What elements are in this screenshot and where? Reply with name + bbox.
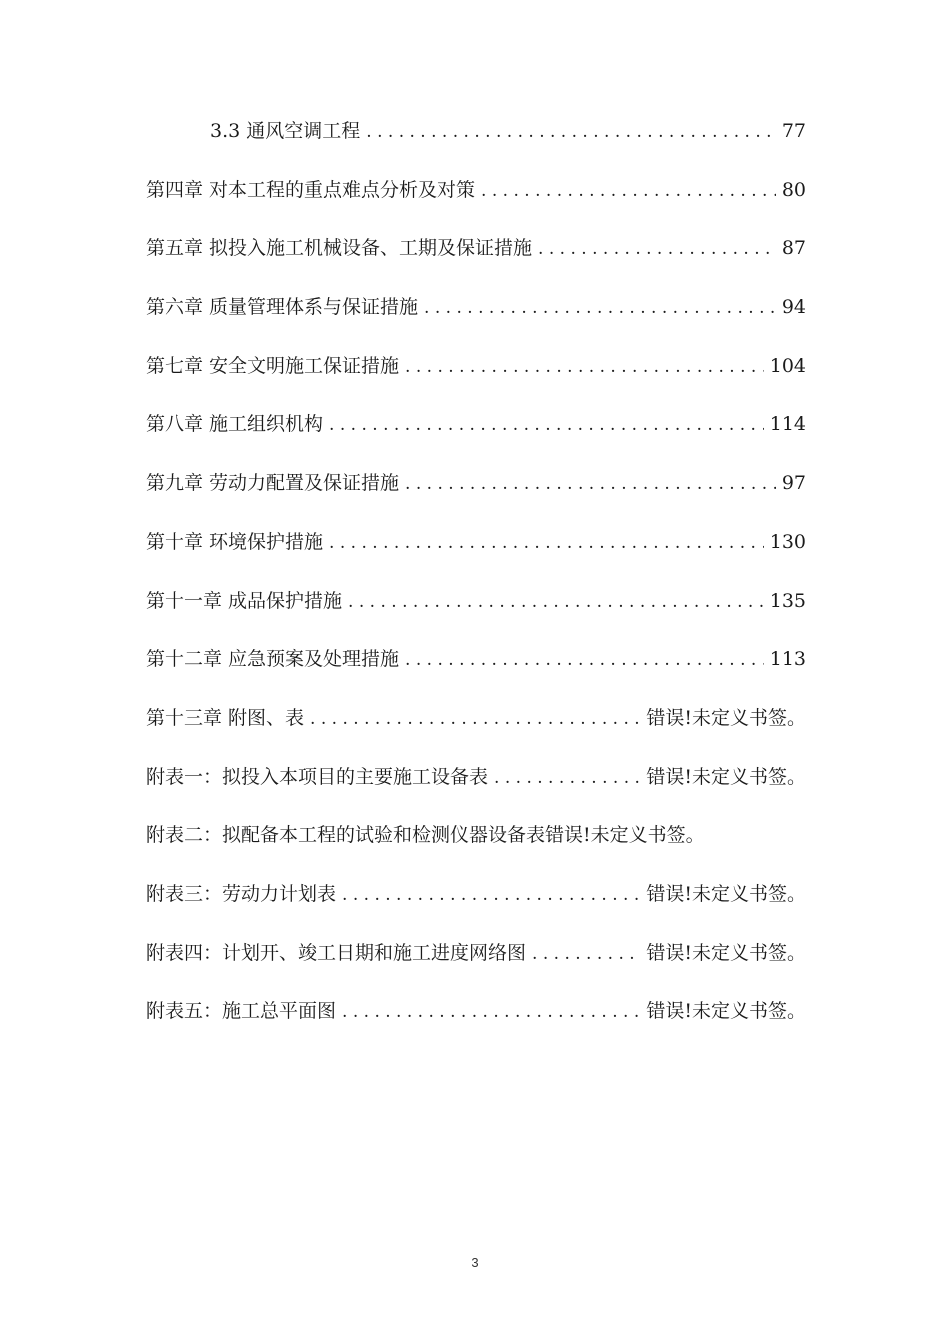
- toc-entry-page: 97: [781, 472, 806, 495]
- toc-entry-page: 错误!未定义书签。: [646, 1000, 806, 1023]
- toc-entry[interactable]: [146, 938, 806, 997]
- toc-entry-page: 94: [781, 296, 806, 319]
- toc-entry[interactable]: [146, 586, 806, 645]
- toc-entry-title: 第六章 质量管理体系与保证措施: [146, 296, 419, 319]
- toc-entry-page: 错误!未定义书签。: [646, 941, 806, 964]
- toc-entry-title: 第七章 安全文明施工保证措施: [146, 354, 400, 377]
- toc-entry-title: 第八章 施工组织机构: [146, 413, 324, 436]
- toc-leader-dots: [405, 357, 764, 377]
- toc-entry[interactable]: [146, 703, 806, 762]
- toc-entry[interactable]: [146, 762, 806, 821]
- toc-leader-dots: [494, 768, 640, 788]
- toc-entry[interactable]: [146, 879, 806, 938]
- toc-entry[interactable]: [146, 116, 806, 175]
- table-of-contents: [146, 116, 806, 1055]
- toc-entry-title: 附表二：拟配备本工程的试验和检测仪器设备表: [146, 824, 546, 847]
- toc-leader-dots: [329, 415, 764, 435]
- toc-entry[interactable]: [146, 409, 806, 468]
- toc-entry-title: 附表四：计划开、竣工日期和施工进度网络图: [146, 941, 527, 964]
- toc-entry-title: 3.3 通风空调工程: [210, 120, 361, 142]
- toc-entry-title: 第九章 劳动力配置及保证措施: [146, 472, 400, 495]
- toc-leader-dots: [342, 1002, 640, 1022]
- toc-leader-dots: [532, 944, 640, 964]
- toc-entry-title: 第五章 拟投入施工机械设备、工期及保证措施: [146, 237, 533, 260]
- toc-entry-page: 113: [769, 648, 806, 671]
- toc-entry[interactable]: [146, 175, 806, 234]
- toc-entry[interactable]: [146, 292, 806, 351]
- toc-entry-title: 第十二章 应急预案及处理措施: [146, 648, 400, 671]
- toc-entry-title: 附表五：施工总平面图: [146, 1000, 337, 1023]
- toc-entry-page: 错误!未定义书签。: [646, 765, 806, 788]
- toc-entry-page: 130: [769, 530, 806, 553]
- toc-leader-dots: [329, 533, 764, 553]
- toc-leader-dots: [342, 885, 640, 905]
- toc-leader-dots: [538, 239, 776, 259]
- toc-entry[interactable]: [146, 233, 806, 292]
- toc-entry[interactable]: [146, 996, 806, 1055]
- toc-entry-title: 附表三：劳动力计划表: [146, 882, 337, 905]
- toc-leader-dots: [424, 298, 776, 318]
- toc-entry-page: 错误!未定义书签。: [646, 706, 806, 729]
- toc-entry[interactable]: [146, 820, 806, 879]
- toc-leader-dots: [366, 122, 776, 142]
- toc-entry[interactable]: [146, 351, 806, 410]
- toc-leader-dots: [348, 592, 764, 612]
- toc-entry-page: 80: [781, 178, 806, 201]
- toc-entry-page: 135: [769, 589, 806, 612]
- toc-leader-dots: [481, 181, 776, 201]
- toc-entry-page: 77: [781, 120, 806, 142]
- toc-entry[interactable]: [146, 644, 806, 703]
- toc-entry-page: 错误!未定义书签。: [646, 882, 806, 905]
- toc-entry-title: 附表一：拟投入本项目的主要施工设备表: [146, 765, 489, 788]
- toc-entry-title: 第十三章 附图、表: [146, 706, 305, 729]
- toc-entry-page: 114: [769, 413, 806, 436]
- page-number: 3: [471, 1255, 479, 1270]
- toc-entry-page: 104: [769, 354, 806, 377]
- toc-leader-dots: [405, 474, 776, 494]
- toc-leader-dots: [310, 709, 640, 729]
- toc-entry[interactable]: [146, 527, 806, 586]
- toc-entry-title: 第十一章 成品保护措施: [146, 589, 343, 612]
- toc-entry-title: 第十章 环境保护措施: [146, 530, 324, 553]
- toc-entry-page: 错误!未定义书签。: [545, 824, 705, 847]
- toc-entry-page: 87: [781, 237, 806, 260]
- toc-leader-dots: [405, 650, 764, 670]
- toc-entry[interactable]: [146, 468, 806, 527]
- toc-entry-title: 第四章 对本工程的重点难点分析及对策: [146, 178, 476, 201]
